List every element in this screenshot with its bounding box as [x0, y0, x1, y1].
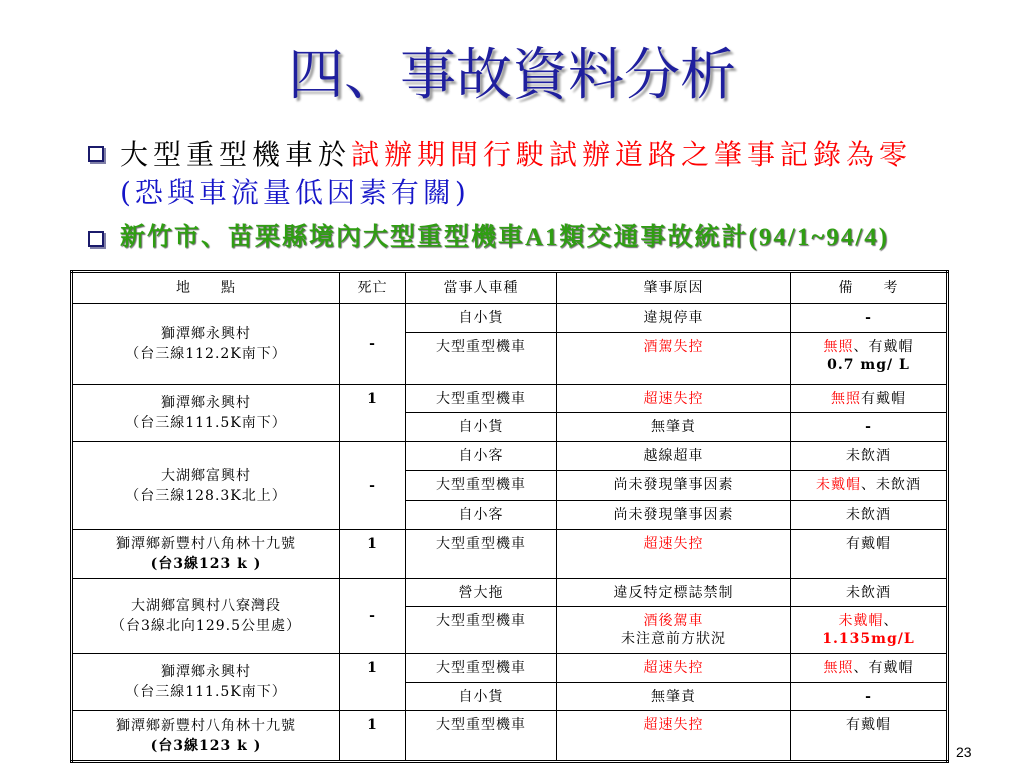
- accident-stats-table: [70, 270, 949, 763]
- table-row: [72, 530, 948, 579]
- remarks-bac-value: 1.135mg/L: [822, 631, 915, 647]
- remarks-cell: [791, 607, 948, 654]
- remarks-highlight: 無照: [823, 660, 854, 676]
- location-cell: [72, 711, 340, 762]
- remarks-cell: [791, 711, 948, 762]
- vehicle-cell: 大型重型機車: [406, 607, 557, 654]
- vehicle-cell: 大型重型機車: [406, 471, 557, 501]
- remarks-text: 未飲酒: [846, 448, 891, 464]
- remarks-line: [795, 338, 942, 356]
- remarks-text: 有戴帽: [846, 717, 891, 733]
- deaths-cell: 1: [340, 654, 406, 711]
- vehicle-cell: 自小貨: [406, 304, 557, 333]
- location-name: 獅潭鄉永興村: [161, 395, 251, 411]
- deaths-cell: 1: [340, 385, 406, 442]
- vehicle-cell: 自小貨: [406, 413, 557, 442]
- cause-text: 超速失控: [643, 536, 704, 552]
- location-name: 獅潭鄉永興村: [161, 664, 251, 680]
- vehicle-cell: 大型重型機車: [406, 333, 557, 385]
- table-row: [72, 654, 948, 683]
- location-cell: [72, 579, 340, 654]
- location-name: 大湖鄉富興村: [161, 467, 251, 484]
- remarks-highlight: 無照: [831, 391, 861, 407]
- remarks-cell: [791, 304, 948, 333]
- cause-cell: [557, 442, 791, 471]
- bullet-1-text: [120, 136, 912, 174]
- page-number: 23: [956, 744, 972, 760]
- cause-text: 違規停車: [643, 310, 704, 326]
- location-cell: [72, 654, 340, 711]
- header-deaths: 死亡: [340, 272, 406, 304]
- remarks-cell: [791, 333, 948, 385]
- location-road: （台3線北向129.5公里處）: [111, 618, 301, 634]
- header-remarks: 備 考: [791, 272, 948, 304]
- cause-text: 超速失控: [643, 717, 704, 733]
- cause-cell: [557, 413, 791, 442]
- header-row: [72, 272, 948, 304]
- remarks-text: -: [865, 689, 872, 705]
- vehicle-cell: 自小客: [406, 442, 557, 471]
- location-cell: [72, 304, 340, 385]
- deaths-cell: -: [340, 442, 406, 530]
- location-road: (台3線123 k ): [150, 556, 262, 572]
- cause-cell: [557, 607, 791, 654]
- cause-text: 酒後駕車: [643, 613, 704, 629]
- cause-cell: [557, 333, 791, 385]
- table-row: [72, 304, 948, 333]
- location-cell: [72, 442, 340, 530]
- cause-text: 超速失控: [643, 391, 704, 407]
- cause-text: 越線超車: [643, 448, 704, 464]
- bullet-1-note: (恐與車流量低因素有關): [120, 176, 470, 209]
- bullet-1-highlight: 試辦期間行駛試辦道路之肇事記錄為零: [351, 138, 913, 171]
- table-row: [72, 711, 948, 762]
- square-bullet-icon: [88, 146, 104, 162]
- cause-text: 違反特定標誌禁制: [613, 585, 734, 601]
- deaths-cell: -: [340, 579, 406, 654]
- location-name: 獅潭鄉新豐村八角林十九號: [116, 717, 296, 734]
- location-name: 獅潭鄉永興村: [161, 326, 251, 342]
- header-vehicle: 當事人車種: [406, 272, 557, 304]
- vehicle-cell: 營大拖: [406, 579, 557, 607]
- cause-cell: [557, 711, 791, 762]
- location-road: （台三線128.3K北上）: [125, 487, 287, 504]
- remarks-text: -: [865, 310, 872, 326]
- remarks-text: 有戴帽: [846, 536, 891, 552]
- location-cell: [72, 530, 340, 579]
- location-road: （台三線111.5K南下）: [125, 684, 287, 700]
- cause-cell: [557, 385, 791, 413]
- header-cause: 肇事原因: [557, 272, 791, 304]
- vehicle-cell: 自小客: [406, 501, 557, 530]
- cause-cell: [557, 501, 791, 530]
- cause-text: 酒駕失控: [643, 339, 704, 355]
- cause-text: 尚未發現肇事因素: [613, 477, 734, 493]
- location-cell: [72, 385, 340, 442]
- vehicle-cell: 大型重型機車: [406, 530, 557, 579]
- table-row: [72, 442, 948, 471]
- remarks-text: 、: [883, 613, 899, 629]
- remarks-text: -: [865, 419, 872, 435]
- deaths-cell: 1: [340, 530, 406, 579]
- location-name: 大湖鄉富興村八寮灣段: [131, 598, 281, 614]
- cause-cell: [557, 654, 791, 683]
- location-road: （台三線112.2K南下）: [125, 346, 287, 362]
- cause-text: 尚未發現肇事因素: [613, 507, 734, 523]
- remarks-bac-value: 0.7 mg/ L: [827, 357, 910, 373]
- remarks-cell: [791, 413, 948, 442]
- remarks-highlight: 未戴帽: [838, 613, 884, 629]
- table-row: [72, 579, 948, 607]
- vehicle-cell: 大型重型機車: [406, 654, 557, 683]
- remarks-text: 未飲酒: [846, 585, 891, 601]
- remarks-highlight: 未戴帽: [816, 477, 861, 493]
- remarks-cell: [791, 579, 948, 607]
- remarks-text: 、有戴帽: [853, 339, 914, 355]
- remarks-text: 、有戴帽: [853, 660, 914, 676]
- vehicle-cell: 大型重型機車: [406, 385, 557, 413]
- table-row: [72, 385, 948, 413]
- remarks-cell: [791, 654, 948, 683]
- header-location: 地 點: [72, 272, 340, 304]
- cause-cell: [557, 530, 791, 579]
- remarks-cell: [791, 501, 948, 530]
- remarks-text: 、未飲酒: [861, 477, 921, 493]
- cause-cell: [557, 304, 791, 333]
- vehicle-cell: 大型重型機車: [406, 711, 557, 762]
- cause-cell: [557, 579, 791, 607]
- cause-text: 無肇責: [651, 689, 696, 705]
- deaths-cell: -: [340, 304, 406, 385]
- bullet-2-text: 新竹市、苗栗縣境內大型重型機車A1類交通事故統計(94/1~94/4): [120, 224, 890, 251]
- cause-text: 無肇責: [651, 419, 696, 435]
- remarks-cell: [791, 683, 948, 711]
- deaths-cell: 1: [340, 711, 406, 762]
- location-road: (台3線123 k ): [150, 737, 262, 754]
- remarks-cell: [791, 442, 948, 471]
- location-road: （台三線111.5K南下）: [125, 415, 287, 431]
- remarks-text: 有戴帽: [861, 391, 906, 407]
- cause-text: 未注意前方狀況: [621, 631, 726, 647]
- cause-cell: [557, 471, 791, 501]
- remarks-cell: [791, 530, 948, 579]
- square-bullet-icon: [88, 231, 104, 247]
- slide-title: 四、事故資料分析: [288, 43, 736, 108]
- location-name: 獅潭鄉新豐村八角林十九號: [116, 536, 296, 552]
- remarks-cell: [791, 385, 948, 413]
- cause-cell: [557, 683, 791, 711]
- cause-text: 超速失控: [643, 660, 704, 676]
- bullet-1-lead: 大型重型機車於: [120, 138, 352, 171]
- remarks-text: 未飲酒: [846, 507, 891, 523]
- vehicle-cell: 自小貨: [406, 683, 557, 711]
- remarks-highlight: 無照: [823, 339, 854, 355]
- remarks-cell: [791, 471, 948, 501]
